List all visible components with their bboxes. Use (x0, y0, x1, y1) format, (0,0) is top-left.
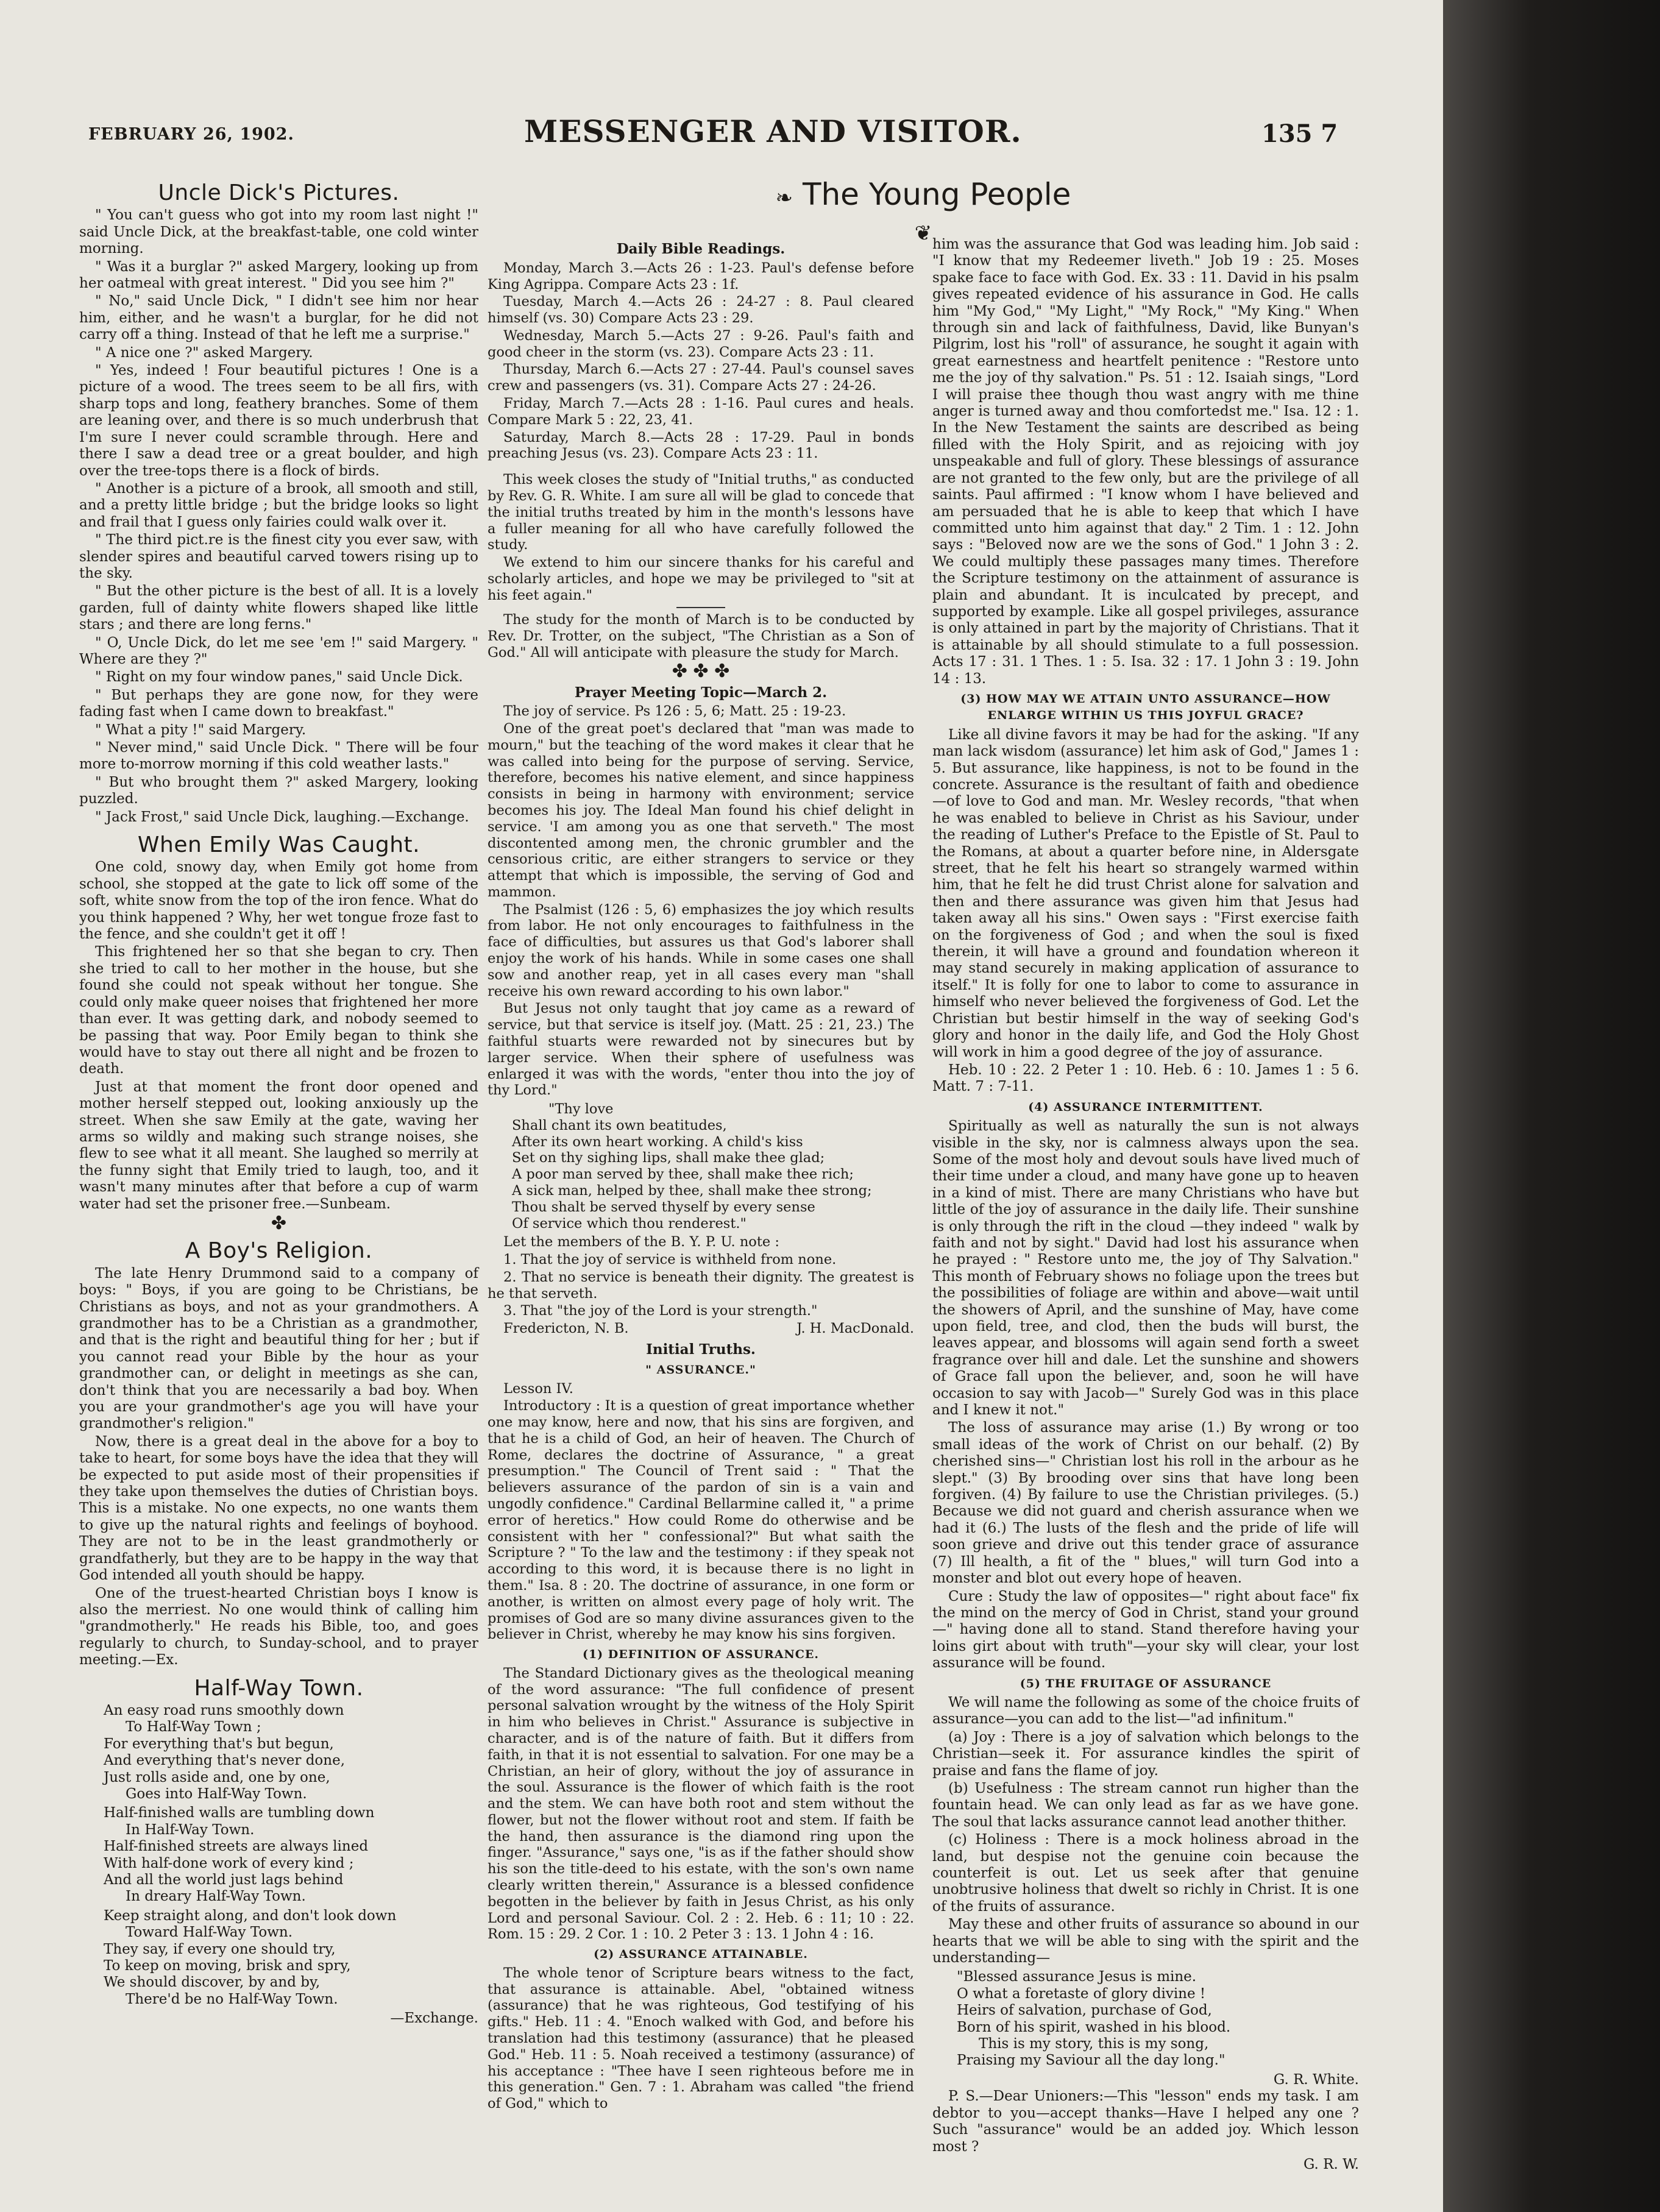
paragraph: The late Henry Drummond said to a company of boys: " Boys, if you are going to be Christians, be Christians as boys, and not as your grandmothers. A grandmother has to be a Christian as a grandmother, and that is the right and beautiful thing for her ; but if you cannot read your Bible by the hour as your grandmother can, or delight in meetings as she can, don't think that you are necessarily a bad boy. When you are your grandmother's age you will have your grandmother's religion." (79, 1265, 478, 1432)
reading-item: Thursday, March 6.—Acts 27 : 27-44. Paul's counsel saves crew and passengers (vs. 31). Compare Acts 27 : 24-26. (488, 361, 914, 394)
signature: G. R. White. (1273, 2071, 1359, 2088)
subhead-caps: (1) DEFINITION OF ASSURANCE. (582, 1648, 820, 1662)
poem-line: Toward Half-Way Town. (126, 1924, 293, 1941)
section-title-text: The Young People (802, 177, 1071, 212)
article-title: Half-Way Town. (194, 1675, 364, 1701)
subhead-caps: (4) ASSURANCE INTERMITTENT. (1028, 1100, 1263, 1114)
paragraph: " Was it a burglar ?" asked Margery, looking up from her oatmeal with great interest. " Did you see him ?" (79, 258, 478, 292)
hymn-stanza (957, 1969, 1359, 2069)
paragraph: Let the members of the B. Y. P. U. note : (503, 1234, 779, 1250)
poem-line: Thou shalt be served thyself by every sense (512, 1199, 815, 1215)
poem-line: In Half-Way Town. (126, 1821, 255, 1838)
source-credit: —Exchange. (390, 2010, 478, 2027)
paragraph: " But who brought them ?" asked Margery, looking puzzled. (79, 774, 478, 807)
subhead-caps: (2) ASSURANCE ATTAINABLE. (594, 1948, 808, 1962)
poem-line: Praising my Saviour all the day long." (957, 2052, 1225, 2069)
poem-stanza (104, 1703, 478, 1803)
paragraph: The study for the month of March is to be conducted by Rev. Dr. Trotter, on the subject, "The Christian as a Son of God." All will anticipate with pleasure the study for March. (488, 612, 914, 661)
paragraph: The joy of service. Ps 126 : 5, 6; Matt. 25 : 19-23. (503, 703, 846, 720)
note-item: 3. That "the joy of the Lord is your strength." (503, 1303, 818, 1319)
paragraph: " Right on my four window panes," said Uncle Dick. (95, 669, 463, 686)
paragraph: Lesson IV. (503, 1380, 573, 1397)
paragraph: him was the assurance that God was leading him. Job said : "I know that my Redeemer liveth." Job 19 : 25. Moses spake face to face with God. Ex. 33 : 11. David in his psalm gives repeated evidence of his assurance in God. He calls him "My God," "My Light," "My Rock," "My King." When through sin and lack of faithfulness, David, like Bunyan's Pilgrim, lost his "roll" of assurance, he sought it again with great earnestness and heartfelt penitence : "Restore unto me the joy of thy salvation." Ps. 51 : 12. Isaiah sings, "Lord I will praise thee though thou wast angry with me thine anger is turned away and thou comfortedst me." Isa. 12 : 1. In the New Testament the saints are described as being filled with the Holy Spirit, and as rejoicing with joy unspeakable and full of glory. These blessings of assurance are not granted to the few only, but are the privilege of all saints. Paul affirmed : "I know whom I have believed and am persuaded that he is able to keep that which I have committed unto him against that day." 2 Tim. 1 : 12. John says : "Beloved now are we the sons of God." 1 John 3 : 2. We could multiply these passages many times. Therefore the Scripture testimony on the attainment of assurance is plain and abundant. It is inculcated by precept, and supported by example. Like all gospel privileges, assurance is only attained in part by the majority of Christians. That it is attainable by all should stimulate to a full possession. Acts 17 : 31. 1 Thes. 1 : 5. Isa. 32 : 17. 1 John 3 : 19. John 14 : 13. (932, 236, 1359, 687)
paragraph: This week closes the study of "Initial truths," as conducted by Rev. G. R. White. I am sure all will be glad to concede that the initial truths treated by him in the month's lessons have a fuller meaning for all who have carefully followed the study. (488, 472, 914, 553)
paragraph: Spiritually as well as naturally the sun is not always visible in the sky, nor is calmness always upon the sea. Some of the most holy and devout souls have lived much of their time under a cloud, and many have gone up to heaven in a kind of mist. There are many Christians who have but little of the joy of assurance in the daily life. Their sunshine is only through the rift in the cloud —they indeed " walk by faith and not by sight." David had lost his assurance when he prayed : " Restore unto me, the joy of Thy Salvation." This month of February shows no foliage upon the trees but the possibilities of foliage are within and above—wait until the showers of April, and the sunshine of May, have come upon field, tree, and clod, then the buds will burst, the leaves appear, and blossoms will again send forth a sweet fragrance over hill and dale. Let the sunshine and showers of Grace fall upon the believer, and, soon he will have occasion to say with Jacob—" Surely God was in this place and I knew it not." (932, 1118, 1359, 1419)
column-right (932, 236, 1359, 2173)
poem-line: Keep straight along, and don't look down (104, 1907, 397, 1924)
paragraph: " You can't guess who got into my room last night !" said Uncle Dick, at the breakfast-table, one cold winter morning. (79, 207, 478, 257)
paragraph: The Psalmist (126 : 5, 6) emphasizes the joy which results from labor. He not only encourages to faithfulness in the face of difficulties, but assures us that God's laborer shall enjoy the work of his hands. While in some cases one shall sow and another reap, yet in all cases every man "shall receive his own reward according to his own labor." (488, 901, 914, 999)
article-body (79, 1266, 478, 1669)
poem-line: This is my story, this is my song, (979, 2036, 1209, 2052)
paragraph: " Jack Frost," said Uncle Dick, laughing.—Exchange. (95, 809, 469, 825)
paragraph: One of the truest-hearted Christian boys I know is also the merriest. No one would think of calling him "grandmotherly." He reads his Bible, too, and goes regularly to church, to Sunday-school, and to prayer meeting.—Ex. (79, 1585, 478, 1668)
paragraph: " O, Uncle Dick, do let me see 'em !" said Margery. " Where are they ?" (79, 634, 478, 667)
paragraph: But Jesus not only taught that joy came as a reward of service, but that service is itself joy. (Matt. 25 : 21, 23.) The faithful stuarts were rewarded not by sinecures but by larger service. When their sphere of usefulness was enlarged it was with the words, "enter thou into the joy of thy Lord." (488, 1001, 914, 1099)
subhead-caps: " ASSURANCE." (645, 1363, 756, 1377)
reading-item: Tuesday, March 4.—Acts 26 : 24-27 : 8. Paul cleared himself (vs. 30) Compare Acts 23 : 29. (488, 294, 914, 327)
subhead: Initial Truths. (646, 1341, 756, 1358)
signoff-place: Fredericton, N. B. (503, 1320, 629, 1337)
poem-line: Goes into Half-Way Town. (126, 1785, 307, 1802)
poem-line: "Thy love (548, 1101, 614, 1118)
scan-edge (1443, 0, 1660, 2212)
ornament-icon: ✤ ✤ ✤ (672, 660, 730, 682)
ornament-icon: ✤ (271, 1212, 287, 1234)
paragraph: This frightened her so that she began to cry. Then she tried to call to her mother in the house, but she found she could not speak without her tongue. She could only make queer noises that frightened her more than ever. It was getting dark, and nobody seemed to be passing that way. Poor Emily began to think she would have to stay out there all night and be frozen to death. (79, 944, 478, 1077)
poem-stanza (512, 1101, 914, 1232)
paragraph: " Never mind," said Uncle Dick. " There will be four more to-morrow morning if this cold weather lasts." (79, 740, 478, 773)
paragraph: (b) Usefulness : The stream cannot run higher than the fountain head. We can only lead as far as we have gone. The soul that lacks assurance cannot lead another thither. (932, 1780, 1359, 1830)
paragraph: Like all divine favors it may be had for the asking. "If any man lack wisdom (assurance) let him ask of God," James 1 : 5. But assurance, like happiness, is not to be found in the concrete. Assurance is the resultant of faith and obedience—of love to God and man. Mr. Wesley records, "that when he was enabled to believe in Christ as his Saviour, under the reading of Luther's Preface to the Epistle of St. Paul to the Romans, at about a quarter before nine, in Aldersgate street, that he felt his heart so strangely warmed within him, that he felt he did trust Christ alone for salvation and then and there assurance was given him that Jesus had taken away all his sins." Owen says : "First exercise faith on the forgiveness of God ; and when the soul is fixed therein, it will have a ground and foundation whereon it may stand securely in making application of assurance to itself." It is folly for one to labor to come to assurance in himself who never believed the forgiveness of God. Let the Christian but bestir himself in the way of seeking God's glory and honor in the daily life, and God the Holy Ghost will work in him a good degree of the joy of assurance. (932, 726, 1359, 1060)
poem-line: For everything that's but begun, (104, 1735, 334, 1752)
paragraph: One cold, snowy day, when Emily got home from school, she stopped at the gate to lick off some of the soft, white snow from the top of the iron fence. What do you think happened ? Why, her wet tongue froze fast to the fence, and she couldn't get it off ! (79, 859, 478, 943)
article-title: When Emily Was Caught. (137, 832, 420, 858)
reading-item: Saturday, March 8.—Acts 28 : 17-29. Paul in bonds preaching Jesus (vs. 23). Compare Acts 23 : 11. (488, 429, 914, 462)
poem-stanza (104, 1908, 478, 2008)
paragraph: Heb. 10 : 22. 2 Peter 1 : 10. Heb. 6 : 10. James 1 : 5 6. Matt. 7 : 7-11. (932, 1062, 1359, 1095)
paragraph: We will name the following as some of the choice fruits of assurance—you can add to the list—"ad infinitum." (932, 1694, 1359, 1728)
poem-line: We should discover, by and by, (104, 1974, 321, 1991)
paragraph: (a) Joy : There is a joy of salvation which belongs to the Christian—seek it. For assurance kindles the spirit of praise and fans the flame of joy. (932, 1729, 1359, 1779)
subhead-caps: (5) THE FRUITAGE OF ASSURANCE (1020, 1676, 1272, 1690)
subhead: Prayer Meeting Topic—March 2. (574, 684, 828, 701)
article-title: A Boy's Religion. (185, 1238, 373, 1264)
article-body (79, 207, 478, 826)
poem-line: To keep on moving, brisk and spry, (104, 1958, 351, 1974)
paragraph: We extend to him our sincere thanks for his careful and scholarly articles, and hope we may be privileged to "sit at his feet again." (488, 555, 914, 603)
article-title: Uncle Dick's Pictures. (158, 180, 400, 205)
page-number: 135 7 (1261, 119, 1338, 148)
poem-line: Half-finished streets are always lined (104, 1838, 369, 1855)
poem-line: There'd be no Half-Way Town. (126, 1991, 338, 2007)
note-item: 1. That the joy of service is withheld from none. (503, 1252, 837, 1268)
column-left (79, 174, 478, 2027)
paragraph: One of the great poet's declared that "man was made to mourn," but the teaching of the word makes it clear that he was called into being for the purpose of serving. Service, therefore, becomes his native element, and since happiness consists in being in harmony with environment; service becomes his joy. The Ideal Man found his chief delight in service. 'I am among you as one that serveth." The most discontented among men, the chronic grumbler and the censorious critic, are either strangers to service or they attempt that which is impossible, the serving of God and mammon. (488, 721, 914, 900)
poem-line: Born of his spirit, washed in his blood. (957, 2019, 1231, 2035)
masthead-title: MESSENGER AND VISITOR. (524, 113, 1022, 149)
column-middle (488, 236, 914, 2113)
paragraph: Now, there is a great deal in the above for a boy to take to heart, for some boys have the idea that they will be expected to put aside most of their propensities if they take upon themselves the duties of Christian boys. This is a mistake. No one expects, no one wants them to give up the natural rights and feelings of boyhood. They are not to be in the least grandmotherly or grandfatherly, but they are to be happy in the way that God intended all youth should be happy. (79, 1433, 478, 1584)
leaf-ornament-icon: ❧ (775, 186, 793, 210)
paragraph: The Standard Dictionary gives as the theological meaning of the word assurance: "The full confidence of present personal salvation wrought by the witness of the Holy Spirit in him who believes in Christ." Assurance is subjective in character, and is of the nature of faith. But it differs from faith, in that it is not essential to salvation. For one may be a Christian, an heir of glory, without the joy of assurance in the soul. Assurance is the flower of which faith is the root and the stem. We can have both root and stem without the flower, but not the flower without root and stem. If faith be the hand, then assurance is the diamond ring upon the finger. "Assurance," says one, "is as if the father should show his son the title-deed to his estate, with the son's own name clearly written therein," Assurance is a blessed confidence begotten in the believer by faith in Jesus Christ, as his only Lord and personal Saviour. Col. 2 : 2. Heb. 6 : 11; 10 : 22. Rom. 15 : 29. 2 Cor. 1 : 10. 2 Peter 3 : 13. 1 John 4 : 16. (488, 1665, 914, 1943)
poem-line: An easy road runs smoothly down (104, 1702, 344, 1718)
poem-line: They say, if every one should try, (104, 1941, 336, 1957)
poem-line: Half-finished walls are tumbling down (104, 1805, 375, 1821)
paragraph: " The third pict.re is the finest city you ever saw, with slender spires and beautiful carved towers rising up to the sky. (79, 532, 478, 581)
poem-line: "Blessed assurance Jesus is mine. (957, 1969, 1197, 1985)
paragraph: " Another is a picture of a brook, all smooth and still, and a pretty little bridge ; but the bridge looks so light and frail that I guess only fairies could walk over it. (79, 480, 478, 530)
paragraph: Introductory : It is a question of great importance whether one may know, here and now, that his sins are forgiven, and that he is a child of God, an heir of heaven. The Church of Rome, declares the doctrine of Assurance, " a great presumption." The Council of Trent said : " That the believers assurance of the pardon of sin is a vain and ungodly confidence." Cardinal Bellarmine called it, " a prime error of heretics." How could Rome do otherwise and be consistent with her " confessional?" But what saith the Scripture ? " To the law and the testimony : if they speak not according to this word, it is because there is no light in them." Isa. 8 : 20. The doctrine of assurance, in one form or another, is written on almost every page of holy writ. The promises of God are so many divine assurances given to the believer in Christ, whereby he may know his sins forgiven. (488, 1398, 914, 1643)
reading-item: Monday, March 3.—Acts 26 : 1-23. Paul's defense before King Agrippa. Compare Acts 23 : 1f. (488, 260, 914, 292)
poem-stanza (104, 1805, 478, 1905)
header-date: FEBRUARY 26, 1902. (88, 125, 294, 144)
paragraph: Cure : Study the law of opposites—" right about face" fix the mind on the mercy of God in Christ, stand your ground—" having done all to stand. Stand therefore having your loins girt about with truth"—your sky will clear, your lost assurance will be found. (932, 1588, 1359, 1671)
subhead-caps: (3) HOW MAY WE ATTAIN UNTO ASSURANCE—HOW ENLARGE WITHIN US THIS JOYFUL GRACE? (960, 692, 1331, 723)
poem-line: Just rolls aside and, one by one, (104, 1769, 330, 1785)
postscript: P. S.—Dear Unioners:—This "lesson" ends my task. I am debtor to you—accept thanks—Have I helped any one ? Such "assurance" would be an added joy. Which lesson most ? (932, 2088, 1359, 2155)
paragraph: (c) Holiness : There is a mock holiness abroad in the land, but despise not the genuine coin because the counterfeit is out. Let us seek after that genuine unobtrusive holiness that dwelt so richly in Christ. It is one of the fruits of assurance. (932, 1832, 1359, 1915)
poem-line: A poor man served by thee, shall make thee rich; (512, 1166, 854, 1183)
paragraph: The whole tenor of Scripture bears witness to the fact, that assurance is attainable. Abel, "obtained witness (assurance) that he was righteous, God testifying of his gifts." Heb. 11 : 4. "Enoch walked with God, and before his translation had this testimony (assurance) that he pleased God." Heb. 11 : 5. Noah received a testimony (assurance) of his acceptance : "Thee have I seen righteous before me in this generation." Gen. 7 : 1. Abraham was called "the friend of God," which to (488, 1965, 914, 2112)
poem-line: O what a foretaste of glory divine ! (957, 1985, 1206, 2002)
signature: G. R. W. (1303, 2156, 1359, 2172)
poem-line: After its own heart working. A child's kiss (512, 1133, 803, 1150)
poem-line: With half-done work of every kind ; (104, 1855, 354, 1871)
paragraph: May these and other fruits of assurance so abound in our hearts that we will be able to sing with the spirit and the understanding— (932, 1916, 1359, 1966)
paragraph: " Yes, indeed ! Four beautiful pictures ! One is a picture of a wood. The trees seem to be all firs, with sharp tops and long, feathery branches. Some of them are leaning over, and there is so much underbrush that I'm sure I never could scramble through. Here and there I saw a dead tree or a great boulder, and high over the tree-tops there is a flock of birds. (79, 363, 478, 479)
poem-line: Of service which thou renderest." (512, 1215, 747, 1232)
subhead: Daily Bible Readings. (616, 241, 786, 257)
poem-line: And all the world just lags behind (104, 1872, 344, 1888)
reading-item: Friday, March 7.—Acts 28 : 1-16. Paul cures and heals. Compare Mark 5 : 22, 23, 41. (488, 395, 914, 428)
poem-line: A sick man, helped by thee, shall make thee strong; (512, 1182, 872, 1199)
poem-line: Set on thy sighing lips, shall make thee glad; (512, 1150, 825, 1166)
signoff (488, 1320, 914, 1337)
note-item: 2. That no service is beneath their dignity. The greatest is he that serveth. (488, 1269, 914, 1302)
poem-line: To Half-Way Town ; (126, 1719, 261, 1735)
poem-line: Shall chant its own beatitudes, (512, 1117, 727, 1133)
poem-line: Heirs of salvation, purchase of God, (957, 2002, 1212, 2019)
article-body (79, 859, 478, 1213)
paragraph: The loss of assurance may arise (1.) By wrong or too small ideas of the work of Christ on our behalf. (2) By cherished sins—" Christian lost his roll in the arbour as he slept." (3) By brooding over sins that have long been forgiven. (4) By failure to use the Christian privileges. (5.) Because we did not guard and cherish assurance when we had it (6.) The lusts of the flesh and the pride of life will soon grieve and drive out this tender grace of assurance (7) Ill health, a fit of the " blues," will turn God into a monster and blot out every hope of heaven. (932, 1420, 1359, 1587)
signoff-name: J. H. MacDonald. (796, 1320, 914, 1337)
paragraph: " What a pity !" said Margery. (95, 721, 307, 738)
poem-line: In dreary Half-Way Town. (126, 1888, 306, 1905)
paragraph: " But perhaps they are gone now, for they were fading fast when I came down to breakfast." (79, 687, 478, 720)
paragraph: " But the other picture is the best of all. It is a lovely garden, full of dainty white flowers shaped like little stars ; and there are long ferns." (79, 583, 478, 633)
paragraph: " A nice one ?" asked Margery. (95, 344, 313, 361)
divider (676, 607, 725, 608)
paragraph: Just at that moment the front door opened and mother herself stepped out, looking anxiously up the street. When she saw Emily at the gate, waving her arms so wildly and making such strange noises, she flew to see what it all meant. She laughed so merrily at the funny sight that Emily tried to laugh, too, and it wasn't many minutes after that before a cup of warm water had set the prisoner free.—Sunbeam. (79, 1079, 478, 1212)
leaf-ornament-icon: ❦ (914, 221, 932, 246)
poem-line: And everything that's never done, (104, 1753, 346, 1769)
reading-item: Wednesday, March 5.—Acts 27 : 9-26. Paul's faith and good cheer in the storm (vs. 23). Compare Acts 23 : 11. (488, 327, 914, 360)
paragraph: " No," said Uncle Dick, " I didn't see him nor hear him, either, and he wasn't a burglar, for he did not carry off a thing. Instead of that he left me a surprise." (79, 293, 478, 343)
